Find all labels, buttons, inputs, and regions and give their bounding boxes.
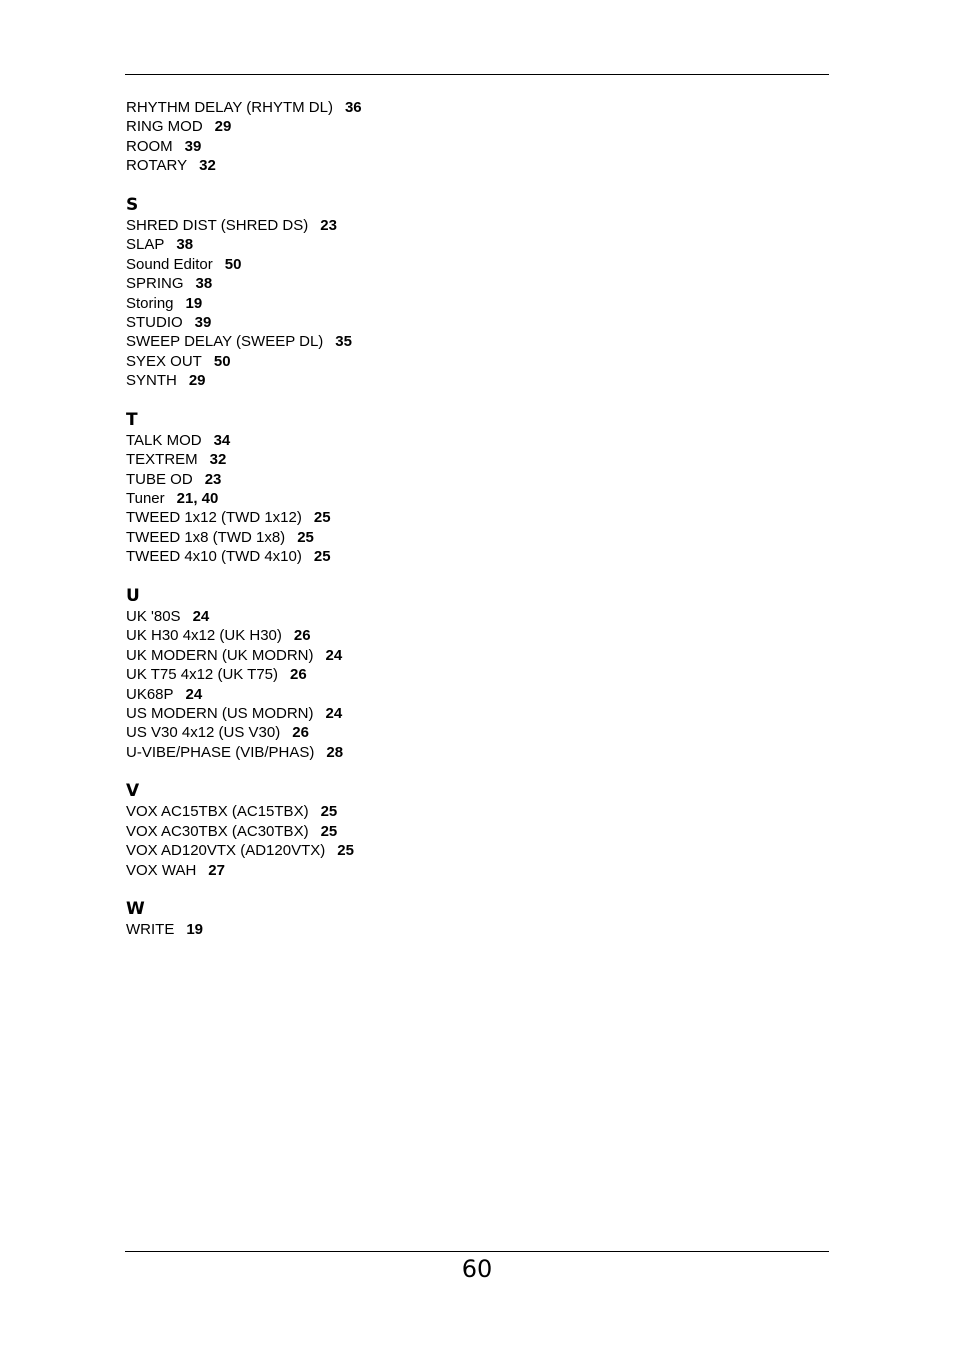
section-letter-heading: U <box>126 585 140 606</box>
index-entry <box>126 235 546 254</box>
index-page-ref: 29 <box>188 372 206 390</box>
index-page-ref: 50 <box>213 352 231 370</box>
index-entry <box>126 255 546 274</box>
index-section <box>126 194 546 391</box>
index-section <box>126 409 546 567</box>
index-entry <box>126 547 546 566</box>
index-entry <box>126 665 546 684</box>
footer-rule <box>125 1251 829 1252</box>
index-term: Storing <box>126 294 174 312</box>
index-page-ref: 25 <box>320 822 338 840</box>
index-entry <box>126 313 546 332</box>
index-term: SYEX OUT <box>126 352 202 370</box>
index-page-ref: 25 <box>337 842 354 860</box>
index-page-ref: 34 <box>213 431 231 449</box>
index-term: US V30 4x12 (US V30) <box>126 724 281 742</box>
index-entry <box>126 528 546 547</box>
index-term: TALK MOD <box>126 431 202 449</box>
index-entry <box>126 920 546 939</box>
index-term: UK '80S <box>126 607 181 625</box>
index-entry <box>126 508 546 527</box>
index-term: WRITE <box>126 921 175 938</box>
index-page-ref: 25 <box>297 528 314 546</box>
index-term: ROTARY <box>126 157 188 175</box>
page-number: 60 <box>461 1255 493 1283</box>
index-page-ref: 19 <box>185 294 203 312</box>
section-letter-heading: T <box>126 409 138 430</box>
index-term: TWEED 1x8 (TWD 1x8) <box>126 528 286 546</box>
index-page-ref: 32 <box>209 451 227 469</box>
index-term: VOX AD120VTX (AD120VTX) <box>126 842 326 860</box>
index-page-ref: 50 <box>224 255 242 273</box>
index-term: U-VIBE/PHASE (VIB/PHAS) <box>126 743 315 761</box>
index-entry <box>126 626 546 645</box>
section-letter-heading: S <box>126 194 139 215</box>
index-page-ref: 24 <box>192 607 210 625</box>
index-page-ref: 24 <box>325 704 343 722</box>
index-entry <box>126 470 546 489</box>
index-entry <box>126 841 546 860</box>
index-page-ref: 21, 40 <box>176 490 219 507</box>
index-term: ROOM <box>126 137 173 155</box>
index-entry <box>126 685 546 704</box>
index-page-ref: 38 <box>195 275 213 293</box>
index-entry <box>126 743 546 762</box>
index-entry <box>126 646 546 665</box>
index-page-ref: 32 <box>199 157 216 175</box>
index-page-ref: 27 <box>208 861 225 879</box>
index-page-ref: 39 <box>194 313 212 331</box>
index-section <box>126 898 546 939</box>
index-term: SHRED DIST (SHRED DS) <box>126 216 309 234</box>
index-page-ref: 26 <box>292 724 309 742</box>
index-page-ref: 36 <box>344 99 362 116</box>
index-term: RHYTHM DELAY (RHYTM DL) <box>126 99 333 116</box>
index-term: TUBE OD <box>126 470 193 488</box>
index-page-ref: 38 <box>176 236 194 254</box>
index-page-ref: 39 <box>184 137 202 155</box>
index-entry <box>126 450 546 469</box>
index-term: UK68P <box>126 685 174 703</box>
index-section <box>126 780 546 880</box>
index-section <box>126 98 546 176</box>
index-term: Sound Editor <box>126 255 213 273</box>
index-term: SPRING <box>126 275 184 293</box>
index-entry <box>126 137 546 156</box>
index-entry <box>126 117 546 136</box>
index-entry <box>126 274 546 293</box>
index-term: UK T75 4x12 (UK T75) <box>126 666 279 684</box>
header-rule <box>125 74 829 75</box>
index-section <box>126 585 546 763</box>
index-entry <box>126 431 546 450</box>
index-entry <box>126 489 546 508</box>
index-term: RING MOD <box>126 118 203 136</box>
index-term: SLAP <box>126 236 165 254</box>
index-term: TEXTREM <box>126 451 198 469</box>
section-letter-heading: V <box>126 781 140 802</box>
index-page-ref: 19 <box>186 921 204 938</box>
index-page-ref: 25 <box>320 803 338 821</box>
index-entry <box>126 723 546 742</box>
index-term: SYNTH <box>126 372 177 390</box>
index-page-ref: 23 <box>204 470 222 488</box>
index-page-ref: 35 <box>335 333 352 351</box>
index-term: VOX AC30TBX (AC30TBX) <box>126 822 309 840</box>
index-page-ref: 28 <box>326 743 344 761</box>
index-entry <box>126 332 546 351</box>
index-page-ref: 25 <box>313 509 331 527</box>
index-entry <box>126 98 546 117</box>
index-term: TWEED 4x10 (TWD 4x10) <box>126 548 302 566</box>
index-page-ref: 29 <box>214 118 232 136</box>
section-letter-heading: W <box>126 899 145 919</box>
index-entry <box>126 294 546 313</box>
index-term: UK MODERN (UK MODRN) <box>126 646 314 664</box>
index-term: VOX AC15TBX (AC15TBX) <box>126 803 309 821</box>
index-term: US MODERN (US MODRN) <box>126 704 314 722</box>
index-term: TWEED 1x12 (TWD 1x12) <box>126 509 302 527</box>
index-page-ref: 26 <box>293 627 311 645</box>
index-entry <box>126 802 546 821</box>
index-term: SWEEP DELAY (SWEEP DL) <box>126 333 324 351</box>
index-term: VOX WAH <box>126 861 197 879</box>
index-entry <box>126 371 546 390</box>
index-entry <box>126 156 546 175</box>
index-list <box>126 98 546 939</box>
index-term: UK H30 4x12 (UK H30) <box>126 627 282 645</box>
index-page-ref: 26 <box>290 666 307 684</box>
index-entry <box>126 352 546 371</box>
index-entry <box>126 861 546 880</box>
index-term: Tuner <box>126 490 165 507</box>
index-entry <box>126 216 546 235</box>
index-entry <box>126 822 546 841</box>
index-entry <box>126 704 546 723</box>
index-page-ref: 25 <box>313 548 331 566</box>
index-page-ref: 24 <box>325 646 343 664</box>
index-entry <box>126 607 546 626</box>
index-term: STUDIO <box>126 313 183 331</box>
index-page-ref: 23 <box>320 216 337 234</box>
index-page-ref: 24 <box>185 685 203 703</box>
